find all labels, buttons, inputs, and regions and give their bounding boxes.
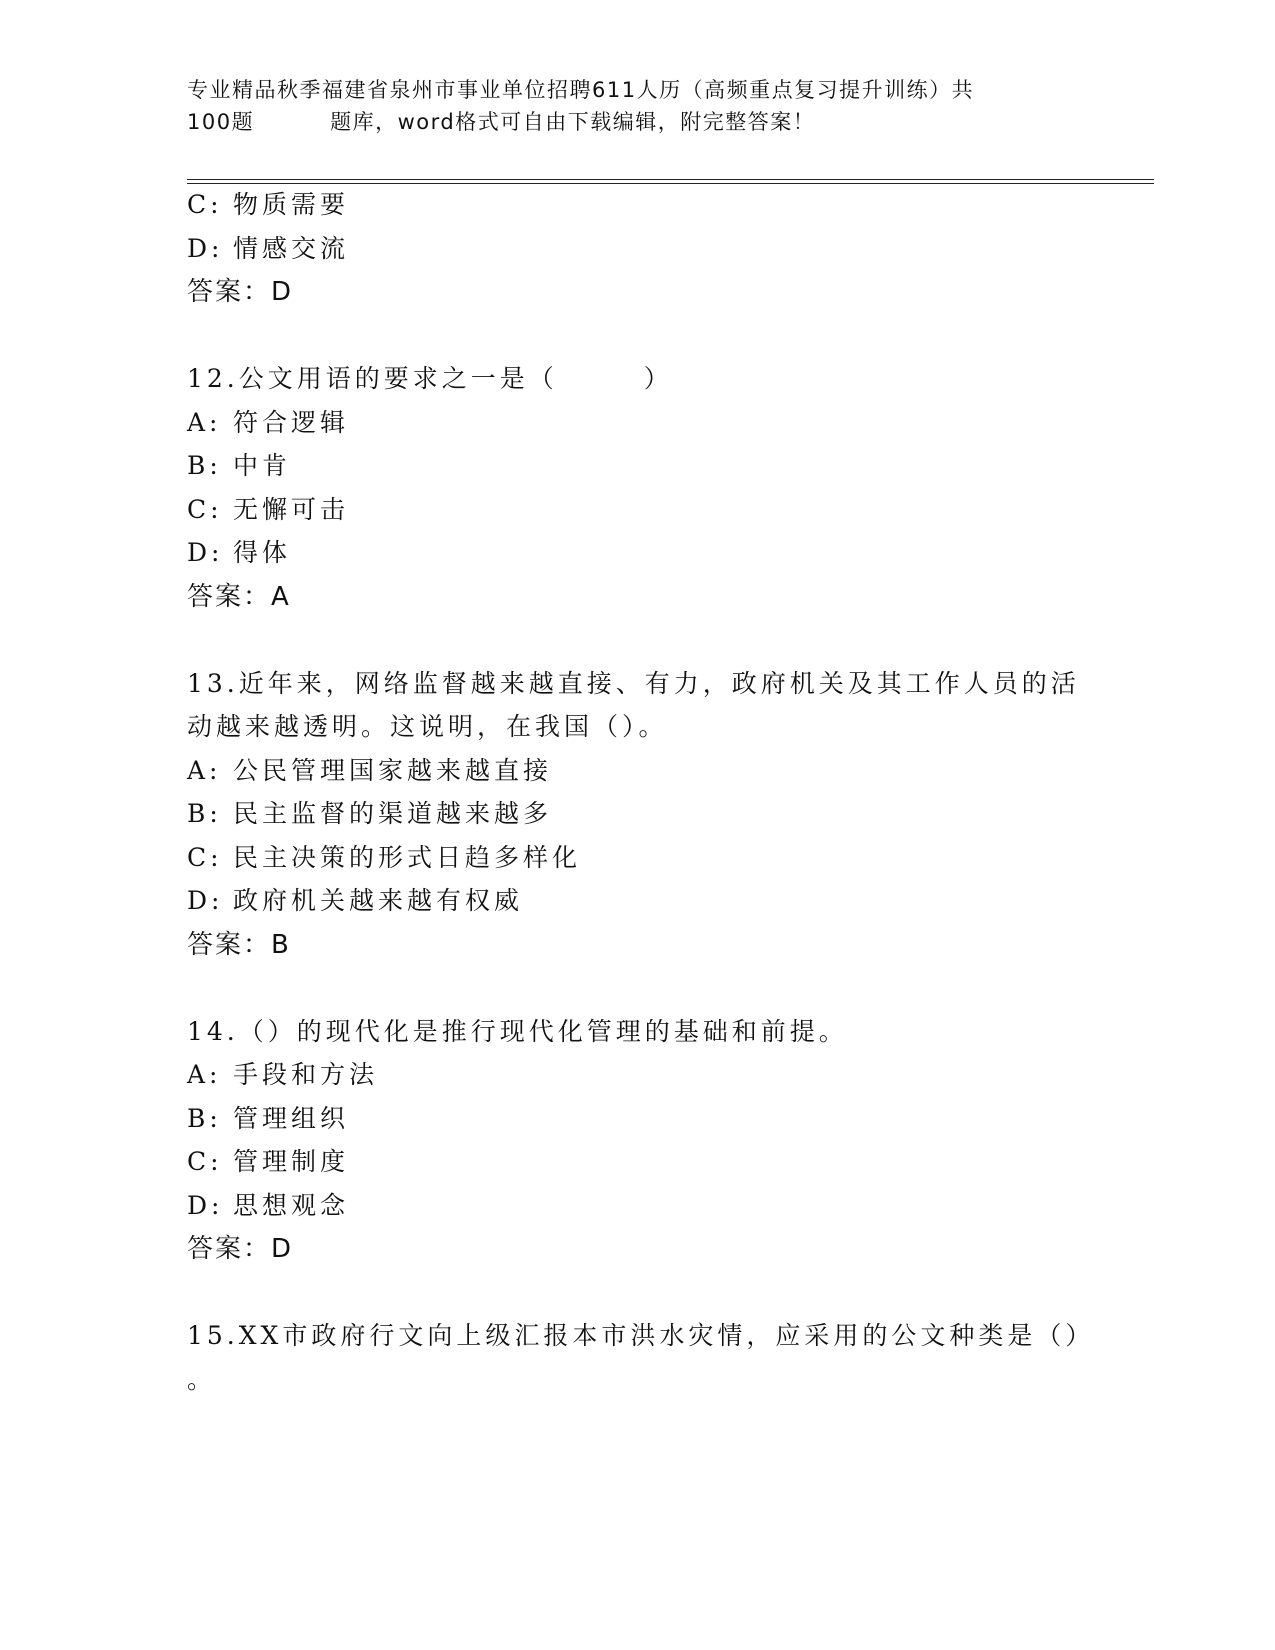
option-text: 政府机关越来越有权威 (233, 886, 524, 915)
header-question-count: 100题 (187, 110, 255, 134)
option-letter: A: (187, 1060, 222, 1089)
header-divider-top (187, 179, 1154, 180)
q12-option-a (187, 408, 349, 438)
q12-answer: 答案：A (187, 582, 291, 612)
option-letter: B: (187, 799, 222, 828)
header-description: 题库，word格式可自由下载编辑，附完整答案！ (330, 110, 816, 134)
option-text: 符合逻辑 (233, 408, 350, 437)
option-letter: C: (187, 190, 223, 219)
q13-option-c (187, 843, 581, 873)
q13-option-b (187, 799, 552, 829)
q12-option-b (187, 451, 291, 481)
q12-option-d (187, 538, 291, 568)
option-letter: A: (187, 756, 222, 785)
option-letter: B: (187, 1104, 222, 1133)
q14-option-b (187, 1104, 349, 1134)
option-letter: D: (187, 1191, 224, 1220)
option-letter: D: (187, 234, 224, 263)
option-text: 情感交流 (233, 234, 350, 263)
q14-option-d (187, 1191, 349, 1221)
q13-option-d (187, 886, 523, 916)
q13-option-a (187, 756, 552, 786)
option-text: 思想观念 (233, 1191, 350, 1220)
q14-option-c (187, 1147, 349, 1177)
option-text: 公民管理国家越来越直接 (233, 756, 553, 785)
option-text: 物质需要 (233, 190, 350, 219)
option-text: 得体 (233, 538, 292, 567)
page-header (187, 74, 1087, 138)
header-title-line-2 (187, 106, 1087, 138)
q15-stem-line-2: 。 (187, 1365, 217, 1394)
option-letter: D: (187, 886, 224, 915)
q11-option-c (187, 190, 349, 220)
option-letter: D: (187, 538, 224, 567)
q13-answer: 答案：B (187, 930, 291, 960)
option-text: 中肯 (233, 451, 292, 480)
q14-answer: 答案：D (187, 1234, 294, 1264)
q14-option-a (187, 1060, 378, 1090)
q12-option-c (187, 495, 349, 525)
q11-answer: 答案：D (187, 277, 294, 307)
question-stem-close: ） (643, 364, 673, 393)
option-text: 手段和方法 (233, 1060, 379, 1089)
header-title-line-1: 专业精品秋季福建省泉州市事业单位招聘611人历（高频重点复习提升训练）共 (187, 78, 975, 102)
q11-option-d (187, 234, 349, 264)
header-divider-bottom (187, 183, 1154, 184)
option-text: 管理制度 (233, 1147, 350, 1176)
q15-stem-line-1: 15.XX市政府行文向上级汇报本市洪水灾情，应采用的公文种类是（） (187, 1321, 1095, 1350)
q12-stem (187, 364, 673, 394)
option-letter: A: (187, 408, 222, 437)
question-stem-text: 12.公文用语的要求之一是（ (187, 364, 558, 393)
option-text: 民主监督的渠道越来越多 (233, 799, 553, 828)
option-letter: C: (187, 843, 223, 872)
q13-stem-line-1: 13.近年来，网络监督越来越直接、有力，政府机关及其工作人员的活 (187, 669, 1080, 698)
q14-stem: 14.（）的现代化是推行现代化管理的基础和前提。 (187, 1017, 848, 1046)
option-letter: C: (187, 1147, 223, 1176)
option-text: 民主决策的形式日趋多样化 (233, 843, 582, 872)
q13-stem-line-2: 动越来越透明。这说明，在我国（）。 (187, 712, 668, 741)
option-text: 无懈可击 (233, 495, 350, 524)
option-letter: C: (187, 495, 223, 524)
option-letter: B: (187, 451, 222, 480)
option-text: 管理组织 (233, 1104, 350, 1133)
